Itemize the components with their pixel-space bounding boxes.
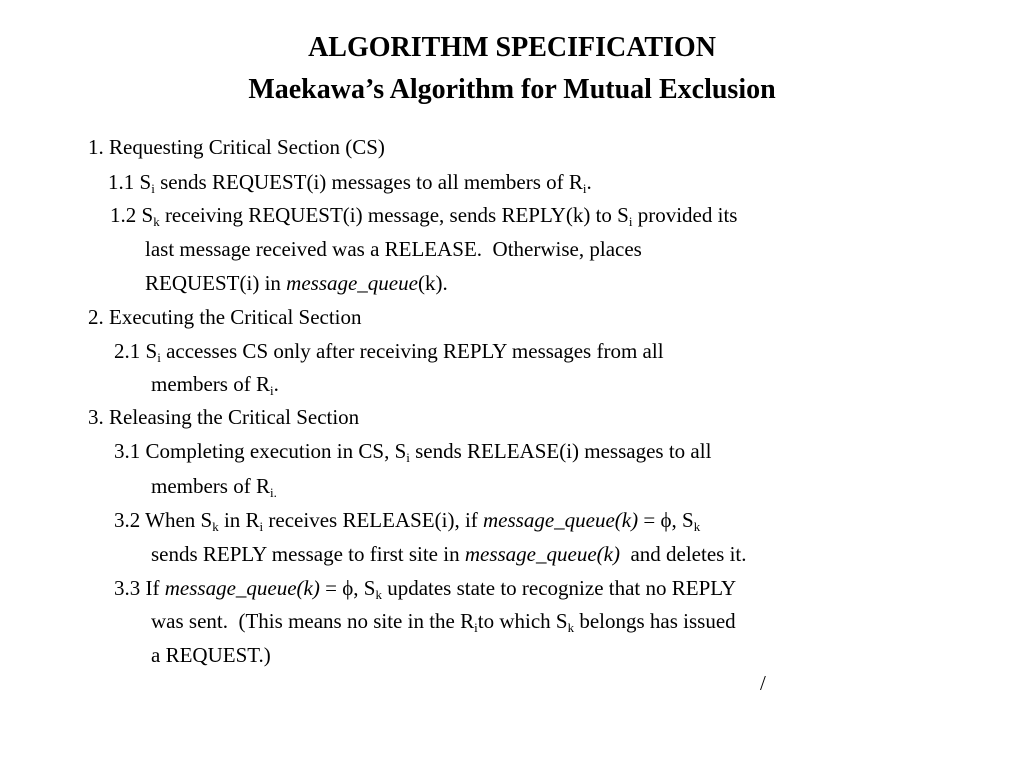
text-line [110,202,737,228]
text-segment: (k). [417,271,448,295]
subscript: i [151,181,155,196]
subscript: i. [269,485,277,500]
slide-subtitle: Maekawa’s Algorithm for Mutual Exclusion [248,74,776,105]
text-segment: updates state to recognize that no REPLY [381,576,737,600]
subscript: i [259,519,264,534]
text-segment: sends REPLY message to first site in [151,542,465,566]
italic-text: message_queue [286,271,418,295]
text-line [108,169,592,195]
text-segment: 2. Executing the Critical Section [88,305,362,329]
text-segment: a REQUEST.) [151,643,271,667]
text-segment: belongs has issued [574,609,736,633]
text-segment: last message received was a RELEASE. Otherwise, places [145,237,642,261]
subscript: i [157,350,161,365]
subscript: k [212,519,219,534]
slide-title: ALGORITHM SPECIFICATION [308,32,716,63]
text-segment: = ϕ, S [319,576,376,600]
text-segment: in R [218,508,260,532]
text-line [88,134,385,160]
text-line [114,575,736,601]
text-line [88,304,362,330]
text-line [114,507,700,533]
text-line [151,642,271,668]
italic-text: message_queue(k) [464,542,620,566]
text-segment: sends REQUEST(i) messages to all members of R [154,170,583,194]
text-segment: 3. Releasing the Critical Section [88,405,360,429]
text-segment: 2.1 S [114,339,158,363]
text-segment: members of R [151,372,270,396]
text-segment: sends RELEASE(i) messages to all [409,439,712,463]
italic-text: message_queue(k) [164,576,320,600]
text-line [114,338,664,364]
text-segment: 3.2 When S [114,508,213,532]
subscript: i [269,383,274,398]
subscript: k [693,519,701,534]
text-segment: . [273,372,279,396]
subscript: i [628,214,633,229]
text-line [145,270,448,296]
text-segment: to which S [477,609,568,633]
subscript: k [375,587,382,602]
text-segment: 3.3 If [114,576,165,600]
text-segment: 1. Requesting Critical Section (CS) [88,135,385,159]
slash-mark [760,670,766,696]
subscript: i [406,450,410,465]
text-line [114,438,711,464]
text-segment: accesses CS only after receiving REPLY messages from all [160,339,664,363]
text-segment: and deletes it. [619,542,747,566]
subscript: i [474,620,478,635]
text-segment: was sent. (This means no site in the R [151,609,475,633]
text-segment: members of R [151,474,270,498]
text-segment: REQUEST(i) in [145,271,287,295]
subscript: i [582,181,587,196]
text-segment: = ϕ, S [638,508,694,532]
text-segment: 1.2 S [110,203,154,227]
text-segment: / [760,671,766,695]
text-line [151,371,279,397]
text-segment: 1.1 S [108,170,152,194]
subscript: k [567,620,575,635]
text-line [88,404,359,430]
text-line [151,608,736,634]
text-segment: provided its [632,203,738,227]
text-line [145,236,642,262]
text-segment: . [586,170,592,194]
text-segment: receives RELEASE(i), if [263,508,484,532]
italic-text: message_queue(k) [483,508,639,532]
text-line [151,541,747,567]
text-segment: receiving REQUEST(i) message, sends REPLY(k) to S [159,203,629,227]
subscript: k [153,214,160,229]
text-segment: 3.1 Completing execution in CS, S [114,439,407,463]
text-line [151,473,277,499]
